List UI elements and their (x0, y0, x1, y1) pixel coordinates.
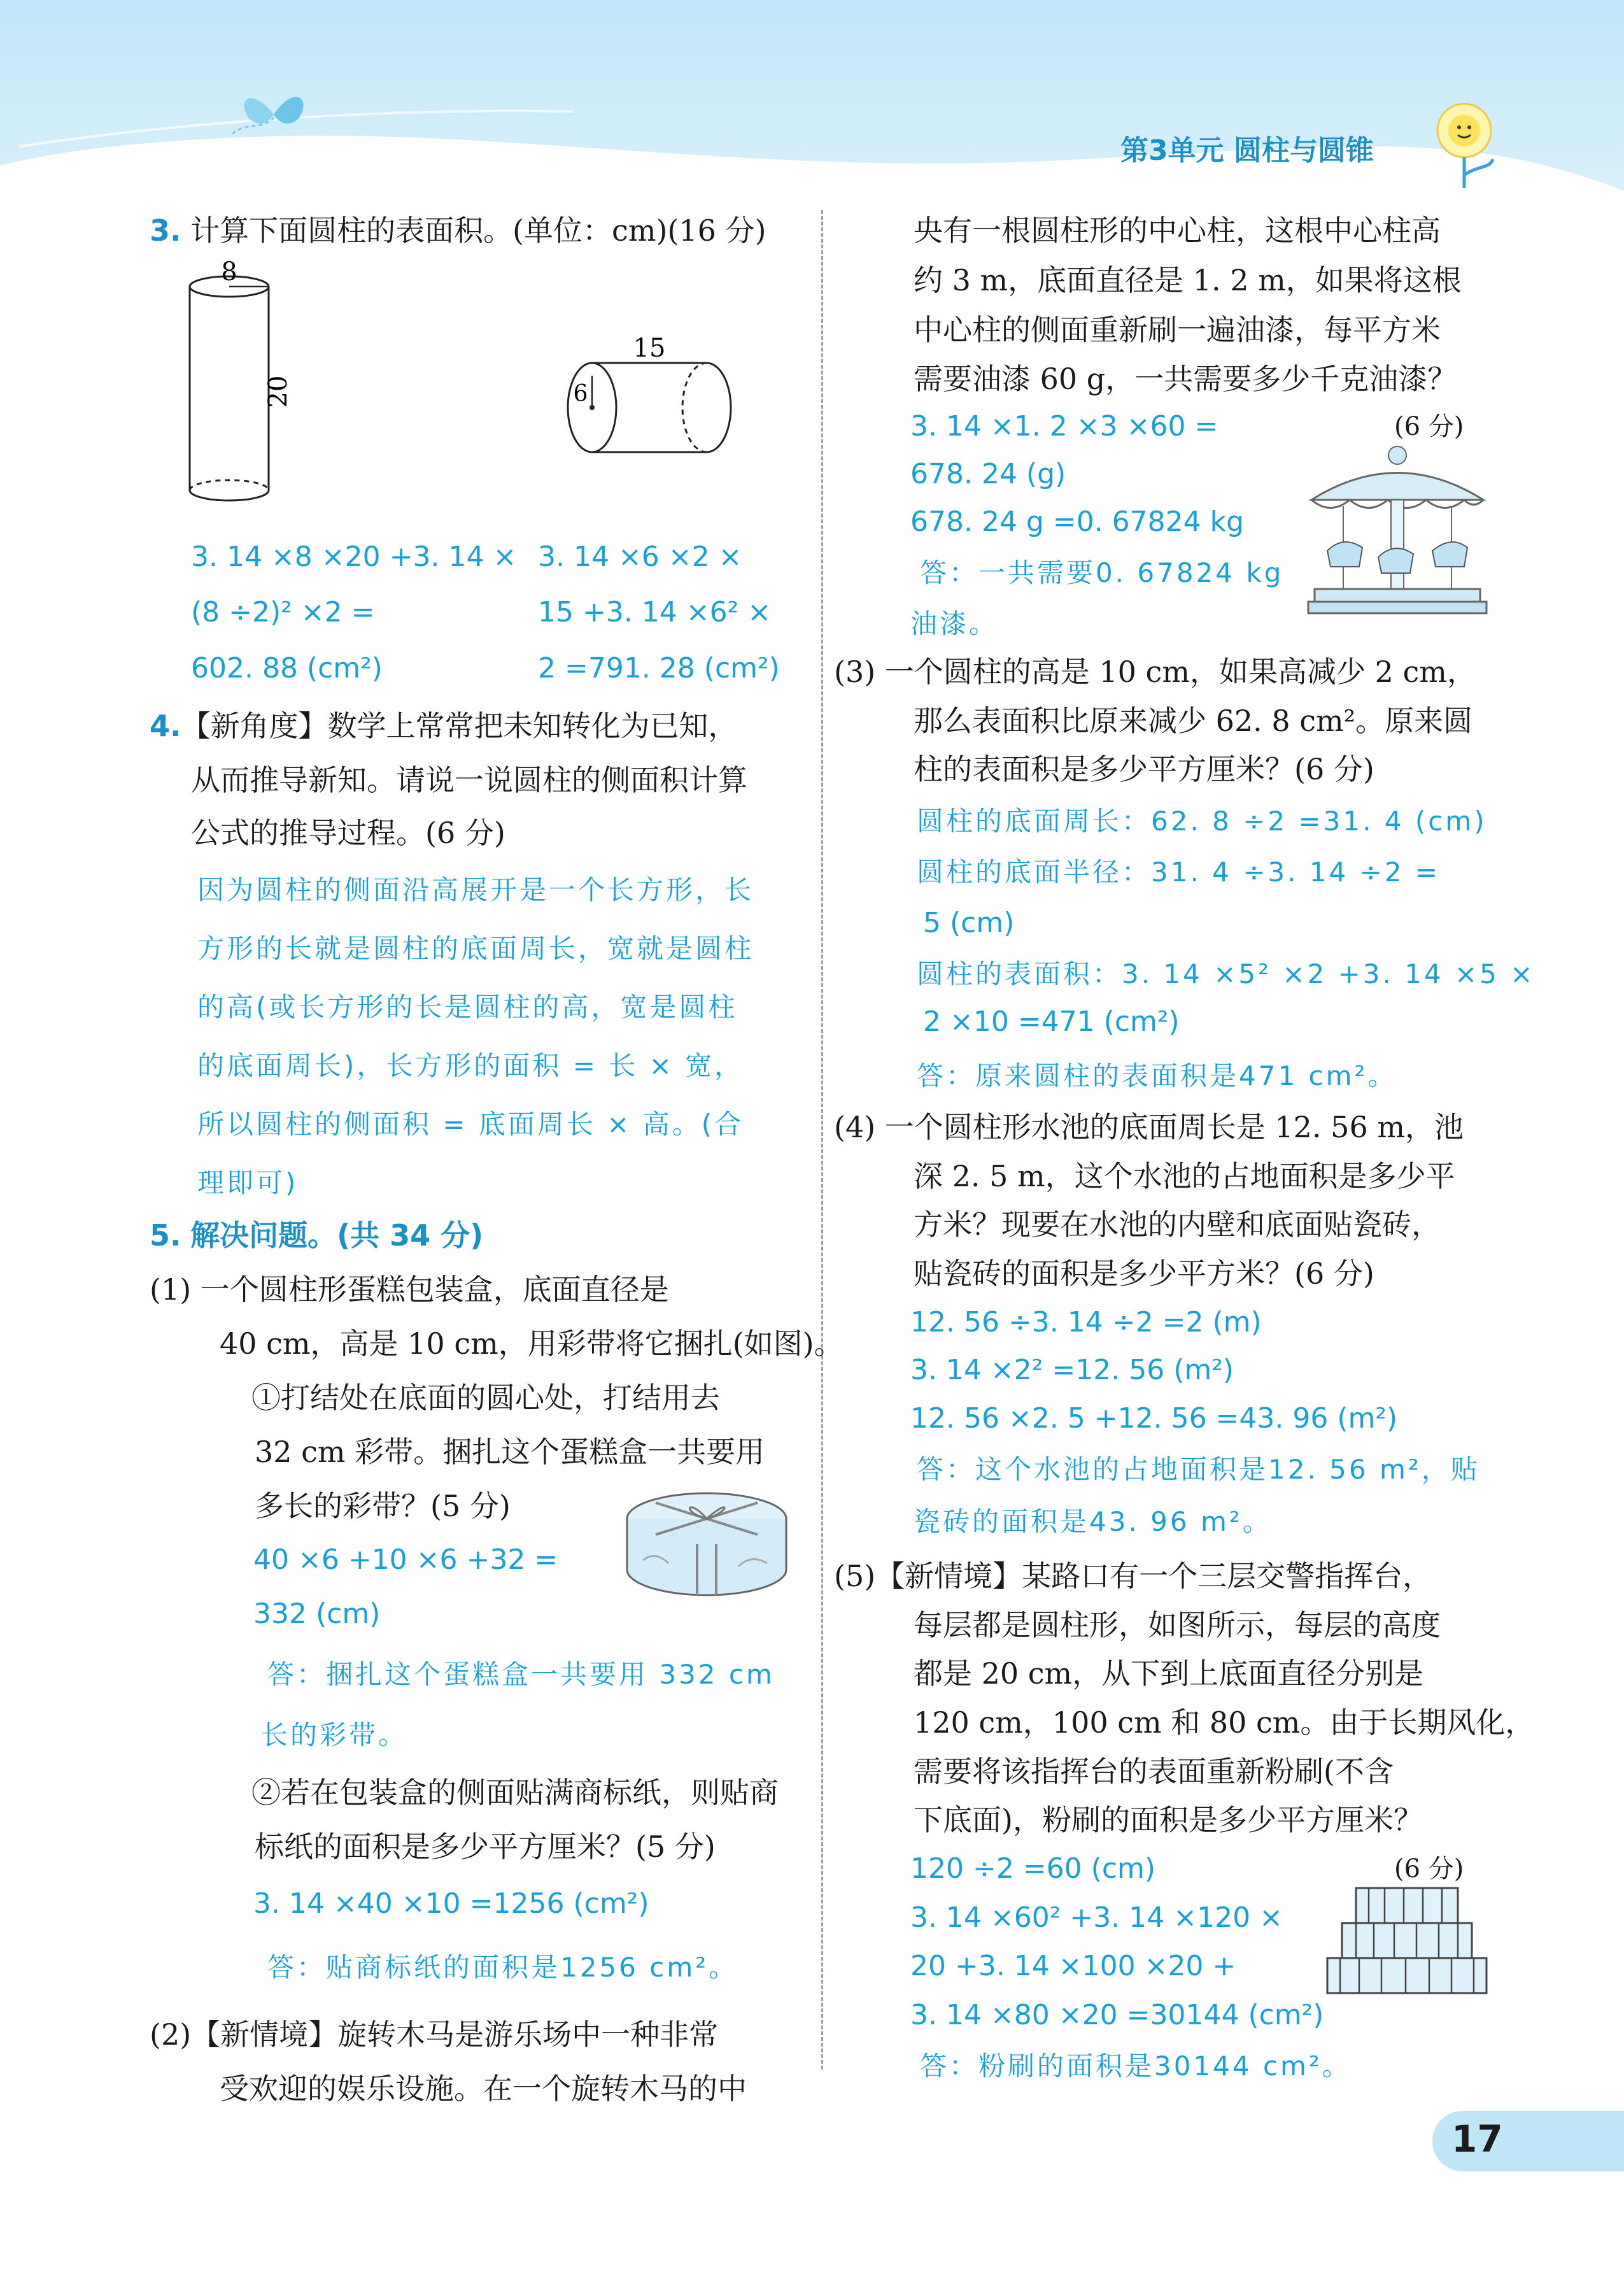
q5-p2-points: (6 分) (1394, 412, 1464, 441)
page-number-tab (1432, 2111, 1624, 2171)
q5-p5-points: (6 分) (1394, 1854, 1464, 1884)
q5-p5-line-3: 都是 20 cm，从下到上底面直径分别是 (914, 1656, 1424, 1691)
q5-p4-line-4: 贴瓷砖的面积是多少平方米？(6 分) (914, 1256, 1374, 1291)
tall-cylinder-figure (185, 261, 312, 522)
fig2-radius-label: 6 (573, 381, 588, 407)
q5-p2-line-1: (2)【新情境】旋转木马是游乐场中一种非常 (150, 2017, 719, 2052)
question-4-line-3: 公式的推导过程。(6 分) (191, 816, 505, 850)
butterfly-icon (229, 83, 318, 140)
q5-p4-answer-2: 3. 14 ×2² =12. 56 (m²) (910, 1354, 1234, 1386)
q4-answer-line-3: 的高(或长方形的长是圆柱的高，宽是圆柱 (197, 991, 738, 1023)
q5-p5-answer-5: 答：粉刷的面积是30144 cm²。 (920, 2050, 1352, 2082)
question-4-line-2: 从而推导新知。请说一说圆柱的侧面积计算 (191, 763, 747, 797)
question-3 (150, 211, 766, 250)
q3-answer-left-1: 3. 14 ×8 ×20 +3. 14 × (191, 541, 517, 573)
q5-p1-line-1: (1) 一个圆柱形蛋糕包装盒，底面直径是 (150, 1272, 669, 1307)
question-5 (150, 1216, 483, 1254)
q5-p1-sub2-answer-1: 3. 14 ×40 ×10 =1256 (cm²) (253, 1887, 649, 1920)
q5-p4-line-2: 深 2. 5 m，这个水池的占地面积是多少平 (914, 1159, 1455, 1193)
command-platform-illustration (1324, 1885, 1490, 1999)
q5-p2-answer-2: 678. 24 (g) (910, 458, 1066, 490)
q5-p5-line-2: 每层都是圆柱形，如图所示，每层的高度 (914, 1608, 1441, 1642)
q5-p2-cont-line-1: 央有一根圆柱形的中心柱，这根中心柱高 (914, 213, 1441, 248)
carousel-illustration (1299, 439, 1496, 618)
q5-p2-answer-1: 3. 14 ×1. 2 ×3 ×60 = (910, 410, 1218, 443)
question-5-text: 解决问题。(共 34 分) (190, 1218, 484, 1253)
fig2-length-label: 15 (633, 334, 666, 363)
q5-p4-answer-5: 瓷砖的面积是43. 96 m²。 (914, 1506, 1272, 1537)
column-divider (821, 210, 823, 2070)
question-3-number: 3. (150, 213, 181, 248)
q5-p1-sub1-line-3: 多长的彩带？(5 分) (255, 1489, 511, 1523)
q5-p4-answer-4: 答：这个水池的占地面积是12. 56 m²，贴 (917, 1454, 1480, 1485)
q5-p3-answer-6: 答：原来圆柱的表面积是471 cm²。 (917, 1060, 1397, 1091)
q5-p1-sub1-line-1: ①打结处在底面的圆心处，打结用去 (251, 1381, 720, 1415)
q4-answer-line-2: 方形的长就是圆柱的底面周长，宽就是圆柱 (197, 933, 754, 964)
q5-p5-line-1: (5)【新情境】某路口有一个三层交警指挥台， (834, 1559, 1432, 1593)
q5-p1-sub1-answer-2: 332 (cm) (253, 1598, 381, 1630)
q5-p3-answer-2: 圆柱的底面半径：31. 4 ÷3. 14 ÷2 = (917, 856, 1441, 888)
q4-answer-line-1: 因为圆柱的侧面沿高展开是一个长方形，长 (197, 874, 754, 905)
q5-p3-line-3: 柱的表面积是多少平方厘米？(6 分) (914, 752, 1374, 786)
q5-p5-line-5: 需要将该指挥台的表面重新粉刷(不含 (914, 1754, 1394, 1789)
q3-answer-left-2: (8 ÷2)² ×2 = (191, 596, 375, 628)
q5-p3-answer-4: 圆柱的表面积：3. 14 ×5² ×2 +3. 14 ×5 × (917, 958, 1536, 990)
q4-answer-line-4: 的底面周长)，长方形的面积 = 长 × 宽， (197, 1050, 744, 1081)
q5-p1-sub2-answer-2: 答：贴商标纸的面积是1256 cm²。 (267, 1952, 738, 1983)
q5-p1-sub1-answer-4: 长的彩带。 (261, 1719, 408, 1750)
q5-p5-answer-2: 3. 14 ×60² +3. 14 ×120 × (910, 1901, 1283, 1934)
q3-answer-right-3: 2 =791. 28 (cm²) (538, 652, 780, 685)
page-header (0, 0, 1624, 210)
q3-answer-right-1: 3. 14 ×6 ×2 × (538, 541, 742, 573)
q5-p3-answer-3: 5 (cm) (923, 907, 1015, 939)
q5-p2-cont-line-4: 需要油漆 60 g，一共需要多少千克油漆？ (914, 362, 1457, 396)
q4-answer-line-6: 理即可) (197, 1167, 299, 1198)
q5-p1-sub2-line-2: 标纸的面积是多少平方厘米？(5 分) (255, 1829, 716, 1864)
q5-p4-answer-1: 12. 56 ÷3. 14 ÷2 =2 (m) (910, 1306, 1262, 1338)
q5-p5-line-6: 下底面)，粉刷的面积是多少平方厘米？ (914, 1803, 1423, 1837)
q5-p2-line-2: 受欢迎的娱乐设施。在一个旋转木马的中 (220, 2071, 747, 2106)
q5-p5-answer-1: 120 ÷2 =60 (cm) (910, 1852, 1156, 1885)
question-4-number: 4. (150, 709, 181, 743)
q5-p2-answer-5: 油漆。 (910, 608, 999, 639)
q5-p1-sub2-line-1: ②若在包装盒的侧面贴满商标纸，则贴商 (251, 1775, 779, 1810)
fig1-diameter-label: 8 (221, 261, 237, 287)
q5-p2-cont-line-2: 约 3 m，底面直径是 1. 2 m，如果将这根 (914, 263, 1462, 297)
q5-p5-answer-4: 3. 14 ×80 ×20 =30144 (cm²) (910, 1999, 1324, 2031)
q5-p3-line-2: 那么表面积比原来减少 62. 8 cm²。原来圆 (914, 704, 1473, 738)
q5-p2-answer-4: 答：一共需要0. 67824 kg (920, 557, 1284, 588)
q5-p5-line-4: 120 cm，100 cm 和 80 cm。由于长期风化， (914, 1705, 1535, 1740)
q5-p4-line-3: 方米？现要在水池的内壁和底面贴瓷砖， (914, 1207, 1441, 1242)
question-5-number: 5. (150, 1218, 181, 1253)
q5-p5-answer-3: 20 +3. 14 ×100 ×20 + (910, 1950, 1236, 1982)
unit-title: 第3单元 圆柱与圆锥 (1120, 134, 1374, 167)
q5-p1-sub1-line-2: 32 cm 彩带。捆扎这个蛋糕盒一共要用 (255, 1435, 765, 1469)
cake-box-illustration (618, 1484, 796, 1611)
q5-p4-answer-3: 12. 56 ×2. 5 +12. 56 =43. 96 (m²) (910, 1402, 1398, 1435)
q5-p3-answer-1: 圆柱的底面周长：62. 8 ÷2 =31. 4 (cm) (917, 806, 1487, 837)
fig1-height-label: 20 (264, 375, 293, 408)
question-4-line-1: 4.【新角度】数学上常常把未知转化为已知， (150, 709, 738, 743)
q5-p3-answer-5: 2 ×10 =471 (cm²) (923, 1005, 1180, 1038)
q3-answer-left-3: 602. 88 (cm²) (191, 652, 383, 685)
q5-p3-line-1: (3) 一个圆柱的高是 10 cm，如果高减少 2 cm， (834, 655, 1476, 689)
q5-p2-answer-3: 678. 24 g =0. 67824 kg (910, 506, 1245, 538)
q3-answer-right-2: 15 +3. 14 ×6² × (538, 596, 772, 628)
q5-p2-cont-line-3: 中心柱的侧面重新刷一遍油漆，每平方米 (914, 313, 1441, 347)
horizontal-cylinder-figure (554, 331, 745, 478)
q5-p1-sub1-answer-3: 答：捆扎这个蛋糕盒一共要用 332 cm (267, 1659, 775, 1690)
q4-answer-line-5: 所以圆柱的侧面积 = 底面周长 × 高。(合 (197, 1109, 744, 1140)
page-number: 17 (1451, 2117, 1503, 2161)
flower-icon (1426, 96, 1502, 191)
q5-p1-line-2: 40 cm，高是 10 cm，用彩带将它捆扎(如图)。 (220, 1326, 844, 1361)
q5-p1-sub1-answer-1: 40 ×6 +10 ×6 +32 = (253, 1544, 558, 1576)
question-3-text: 计算下面圆柱的表面积。(单位：cm)(16 分) (190, 213, 766, 248)
q5-p4-line-1: (4) 一个圆柱形水池的底面周长是 12. 56 m，池 (834, 1110, 1464, 1144)
